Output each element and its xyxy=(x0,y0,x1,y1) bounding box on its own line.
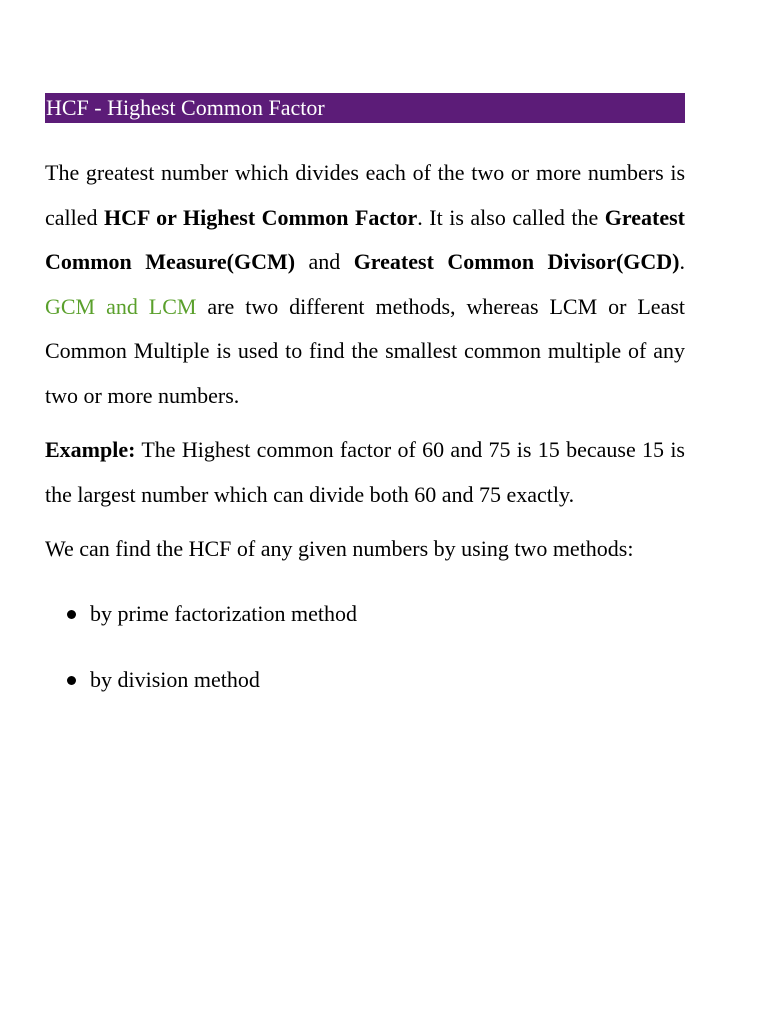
definition-text-3: and xyxy=(295,249,354,274)
bullet-icon xyxy=(67,676,76,685)
example-text: The Highest common factor of 60 and 75 is 15 because 15 is the largest number which can divide both 60 and 75 exactly. xyxy=(45,437,685,507)
document-page xyxy=(45,93,685,695)
gcm-term: Greatest Common Measure(GCM) xyxy=(45,204,685,274)
gcd-term: Greatest Common Divisor(GCD) xyxy=(353,249,680,274)
section-title-text: HCF - Highest Common Factor xyxy=(46,95,325,120)
methods-intro-text: We can find the HCF of any given numbers by using two methods: xyxy=(45,536,634,561)
definition-text-1: The greatest number which divides each of the two or more numbers is called xyxy=(45,160,685,230)
definition-text-4: . xyxy=(679,249,686,274)
definition-text-2: . It is also called the xyxy=(417,204,605,230)
methods-intro-paragraph xyxy=(45,527,685,572)
example-label: Example: xyxy=(45,437,136,462)
list-item xyxy=(45,665,685,695)
bullet-icon xyxy=(67,610,76,619)
list-item xyxy=(45,599,685,629)
gcm-lcm-link[interactable]: GCM and LCM xyxy=(45,293,197,319)
example-paragraph xyxy=(45,428,685,517)
hcf-term: HCF or Highest Common Factor xyxy=(104,204,418,230)
method-prime-factorization: by prime factorization method xyxy=(90,600,357,626)
definition-text-5: are two different methods, whereas LCM or Least Common Multiple is used to find the smallest common multiple of any two or more numbers. xyxy=(45,293,686,408)
definition-paragraph xyxy=(45,151,685,418)
method-division: by division method xyxy=(90,666,260,692)
methods-list xyxy=(45,599,685,695)
section-title xyxy=(45,93,685,123)
